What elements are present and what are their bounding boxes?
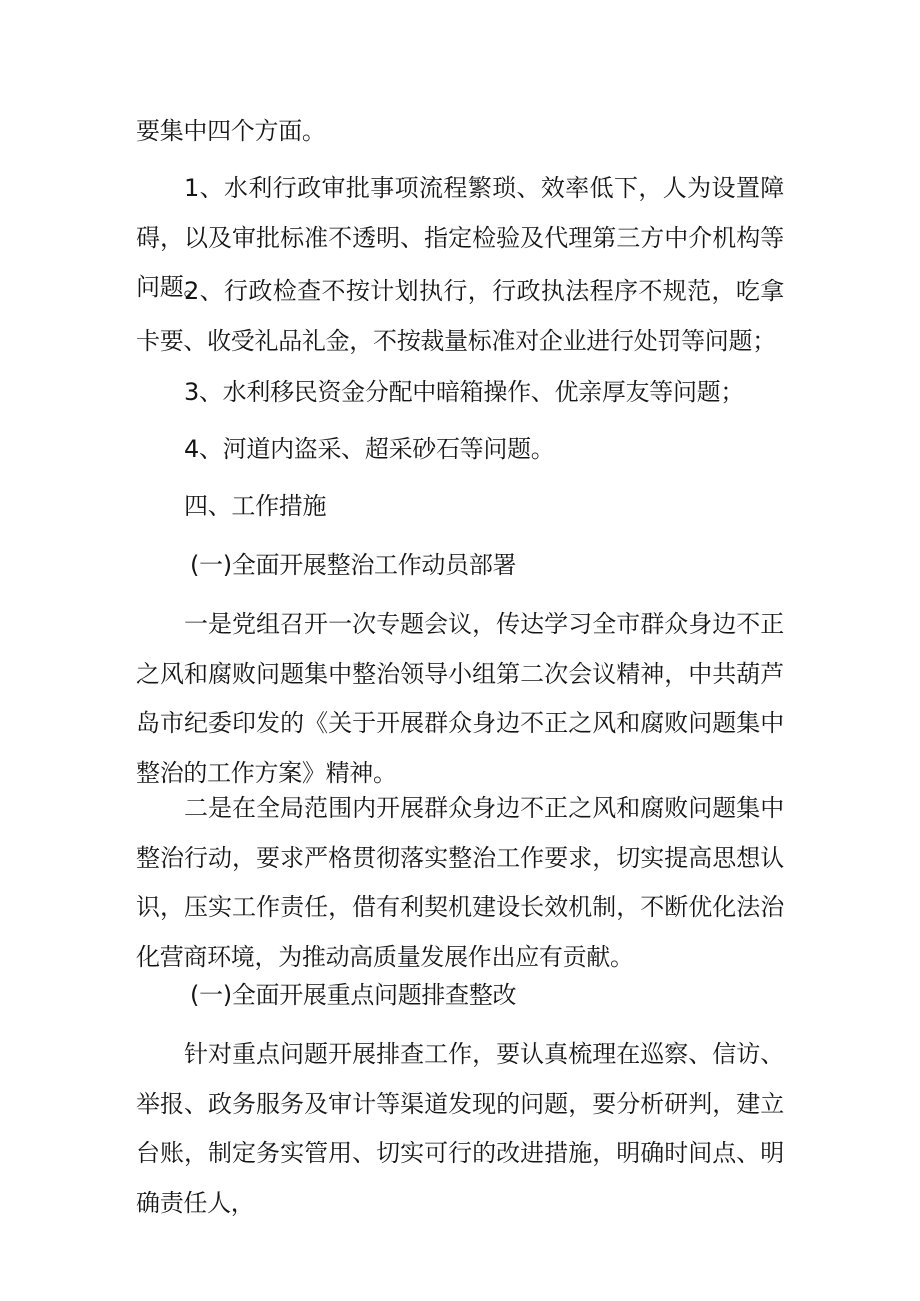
- subsection-heading-1: (一)全面开展整治工作动员部署: [190, 551, 517, 579]
- list-item-4: 4、河道内盗采、超采砂石等问题。: [184, 435, 555, 463]
- list-item-3: 3、水利移民资金分配中暗箱操作、优亲厚友等问题；: [184, 378, 745, 406]
- subsection-heading-2: (一)全面开展重点问题排查整改: [190, 981, 517, 1009]
- paragraph-body-3: 针对重点问题开展排查工作，要认真梳理在巡察、信访、举报、政务服务及审计等渠道发现的问题，要分析研判，建立台账，制定务实管用、切实可行的改进措施，明确时间点、明确责任人，: [136, 1040, 784, 1217]
- list-item-2: 2、行政检查不按计划执行，行政执法程序不规范，吃拿卡要、收受礼品礼金，不按裁量标准对企业进行处罚等问题；: [136, 277, 784, 355]
- paragraph-intro-continuation: 要集中四个方面。: [136, 117, 326, 145]
- list-item-1: 1、水利行政审批事项流程繁琐、效率低下，人为设置障碍，以及审批标准不透明、指定检验及代理第三方中介机构等问题。: [136, 174, 784, 301]
- paragraph-body-1: 一是党组召开一次专题会议，传达学习全市群众身边不正之风和腐败问题集中整治领导小组第二次会议精神，中共葫芦岛市纪委印发的《关于开展群众身边不正之风和腐败问题集中整治的工作方案》精神。: [136, 610, 784, 787]
- section-heading: 四、工作措施: [184, 492, 327, 520]
- paragraph-body-2: 二是在全局范围内开展群众身边不正之风和腐败问题集中整治行动，要求严格贯彻落实整治工作要求，切实提高思想认识，压实工作责任，借有利契机建设长效机制，不断优化法治化营商环境，为推动高质量发展作出应有贡献。: [136, 794, 784, 971]
